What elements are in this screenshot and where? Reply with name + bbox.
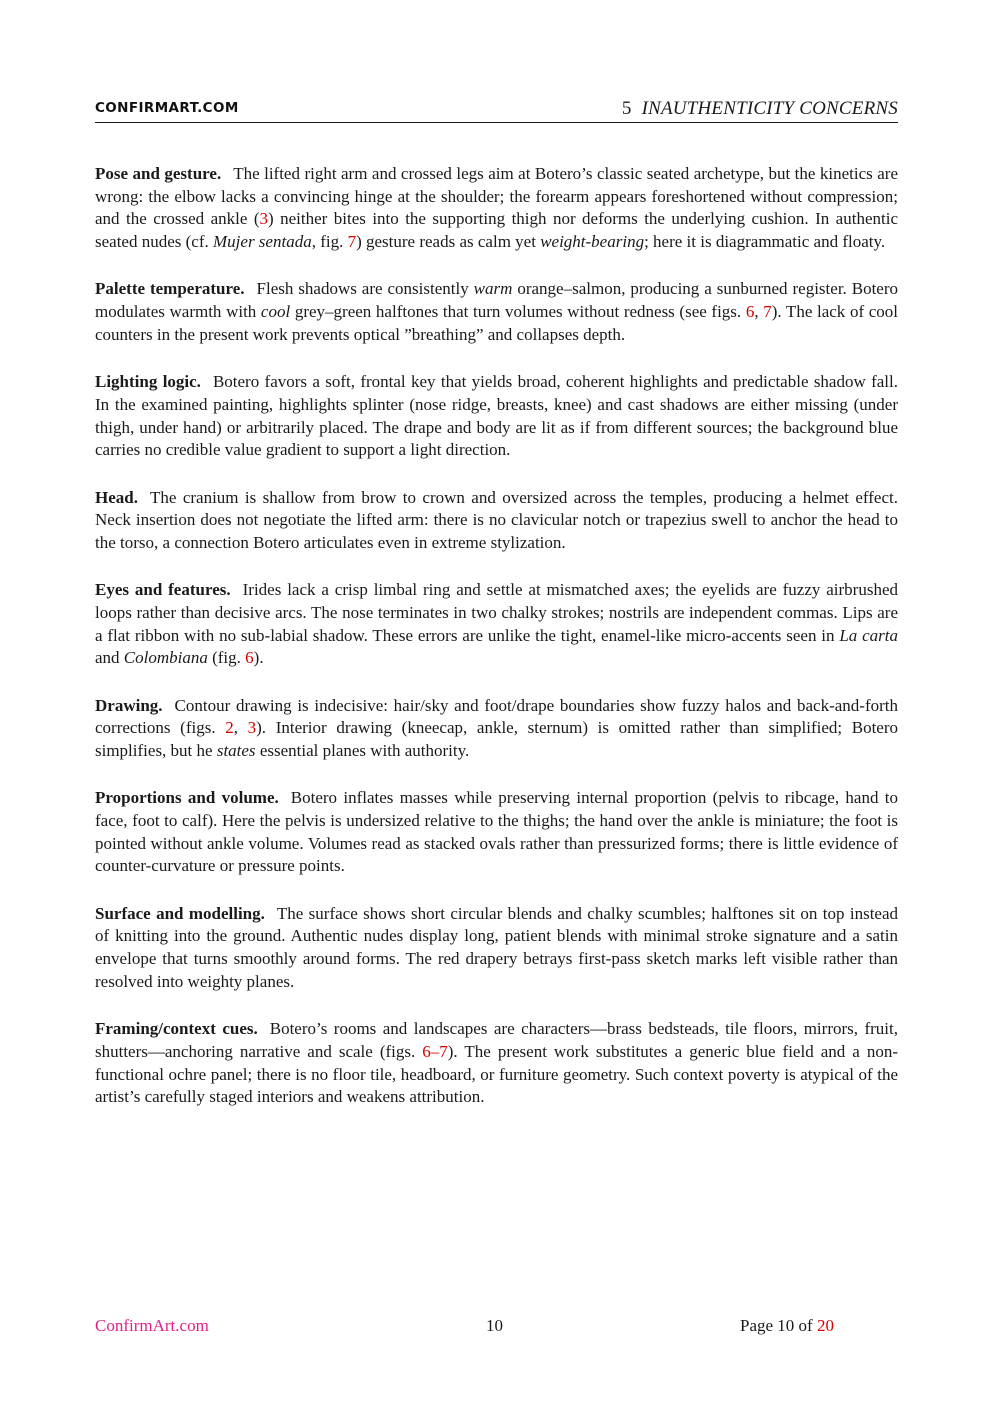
body-text — [95, 163, 898, 1134]
paragraph-text: (fig. — [207, 648, 246, 668]
section-title: INAUTHENTICITY CONCERNS — [641, 98, 898, 119]
paragraph-text: essential planes with authority. — [255, 741, 470, 761]
paragraph-text: Botero favors a soft, frontal key that yields broad, coherent highlights and predictable shadow fall. In the examined painting, highlights splinter (nose ridge, breasts, knee) and cast shadows are either missing (under thigh, under hand) or arbitrarily placed. The drape and body are lit as if from different sources; the background blue carries no credible value gradient to support a light direction. — [95, 372, 898, 460]
paragraph-text: Botero inflates masses while preserving internal proportion (pelvis to ribcage, hand to face, foot to calf). Here the pelvis is undersized relative to the thighs; the hand over the ankle is miniature; the foot is pointed without ankle volume. Volumes read as stacked ovals rather than pressurized forms; there is little evidence of counter-curvature or pressure points. — [95, 788, 898, 876]
paragraph-pose — [95, 163, 898, 254]
emphasized-text: cool — [260, 302, 291, 322]
footer-page-count — [740, 1316, 834, 1336]
paragraph-text: ) gesture reads as calm yet — [356, 232, 541, 252]
paragraph-surface — [95, 903, 898, 994]
paragraph-text: The surface shows short circular blends and chalky scumbles; halftones sit on top instead of knitting into the ground. Authentic nudes display long, patient blends with minimal stroke signature and a satin envelope that turns smoothly around forms. The red drapery betrays first-pass sketch marks left visible rather than resolved into weighty planes. — [95, 903, 899, 991]
paragraph-text: and — [95, 648, 124, 668]
paragraph-title: Palette temperature. — [95, 279, 245, 299]
paragraph-title: Proportions and volume. — [95, 788, 279, 808]
figure-reference-link[interactable]: 7 — [763, 302, 772, 322]
running-header — [95, 98, 898, 123]
paragraph-text: , — [233, 718, 248, 738]
paragraph-text: Flesh shadows are consistently — [256, 279, 474, 299]
paragraph-drawing — [95, 695, 898, 763]
emphasized-text: La carta — [839, 625, 898, 645]
paragraph-title: Drawing. — [95, 695, 163, 715]
emphasized-text: Colombiana — [123, 648, 208, 668]
paragraph-text: ). The lack of cool counters in the present work prevents optical ”breathing” and collapses depth. — [95, 302, 899, 344]
paragraph-text: Irides lack a crisp limbal ring and settle at mismatched axes; the eyelids are fuzzy airbrushed loops rather than decisive arcs. The nose terminates in two chalky strokes; nostrils are independent commas. Lips are a flat ribbon with no sub-labial shadow. These errors are unlike the tight, enamel-like micro-accents seen in — [95, 580, 899, 645]
paragraph-text: , — [754, 302, 764, 322]
paragraph-title: Pose and gesture. — [95, 164, 222, 183]
figure-reference-link[interactable]: 6 — [245, 648, 254, 668]
paragraph-text: The cranium is shallow from brow to crown and oversized across the temples, producing a helmet effect. Neck insertion does not negotiate the lifted arm: there is no clavicular notch or trapezius swell to anchor the head to the torso, a connection Botero articulates even in extreme stylization. — [95, 487, 898, 552]
figure-reference-link[interactable]: 3 — [259, 209, 269, 229]
site-logo: CONFIRMART.COM — [95, 100, 239, 116]
emphasized-text: warm — [473, 279, 513, 299]
section-number: 5 — [621, 98, 632, 119]
paragraph-palette — [95, 278, 898, 346]
figure-reference-link[interactable]: 7 — [347, 232, 357, 252]
paragraph-text: Botero’s rooms and landscapes are characters—brass bedsteads, tile floors, mirrors, fruit, shutters—anchoring narrative and scale (figs. — [95, 1019, 898, 1061]
paragraph-lighting — [95, 371, 898, 462]
paragraph-text: ) neither bites into the supporting thigh nor deforms the underlying cushion. In authentic seated nudes (cf. — [95, 209, 898, 252]
paragraph-framing — [95, 1018, 898, 1109]
paragraph-text: grey–green halftones that turn volumes without redness (see figs. — [290, 302, 746, 322]
paragraph-text: ; here it is diagrammatic and floaty. — [644, 232, 886, 252]
paragraph-title: Surface and modelling. — [95, 903, 265, 923]
figure-reference-link[interactable]: 6 — [745, 302, 755, 322]
emphasized-text: weight-bearing — [540, 232, 645, 252]
paragraph-text: , fig. — [311, 232, 348, 252]
emphasized-text: states — [216, 741, 256, 761]
paragraph-text: ). The present work substitutes a generic blue field and a non-functional ochre panel; there is no floor tile, headboard, or furniture geometry. Such context poverty is atypical of the artist’s carefully staged interiors and weakens attribution. — [95, 1041, 898, 1107]
page-total-link[interactable]: 20 — [816, 1316, 834, 1335]
paragraph-text: ). — [253, 648, 264, 668]
paragraph-title: Eyes and features. — [95, 580, 231, 600]
page-count-prefix: Page 10 of — [740, 1316, 813, 1335]
paragraph-head — [95, 487, 898, 555]
paragraph-eyes — [95, 579, 898, 670]
emphasized-text: Mujer sentada — [213, 232, 312, 252]
figure-reference-link[interactable]: 3 — [247, 718, 257, 738]
page-footer — [95, 1316, 898, 1340]
paragraph-text: Contour drawing is indecisive: hair/sky and foot/drape boundaries show fuzzy halos and back-and-forth corrections (figs. — [95, 695, 898, 738]
footer-page-number: 10 — [486, 1316, 503, 1335]
paragraph-text: The lifted right arm and crossed legs aim at Botero’s classic seated archetype, but the kinetics are wrong: the elbow lacks a convincing hinge at the shoulder; the forearm appears foreshortened without compression; and the crossed ankle ( — [95, 164, 898, 229]
footer-site-link[interactable]: ConfirmArt.com — [95, 1316, 209, 1335]
figure-reference-link[interactable]: 2 — [225, 718, 234, 738]
paragraph-title: Framing/context cues. — [95, 1019, 258, 1039]
paragraph-text: orange–salmon, producing a sunburned register. Botero modulates warmth with — [95, 279, 898, 322]
paragraph-text: ). Interior drawing (kneecap, ankle, sternum) is omitted rather than simplified; Botero simplifies, but he — [95, 718, 899, 761]
paragraph-title: Head. — [95, 487, 138, 507]
section-heading — [622, 98, 898, 120]
paragraph-proportions — [95, 787, 898, 878]
paragraph-title: Lighting logic. — [95, 372, 201, 392]
figure-reference-link[interactable]: 6–7 — [422, 1041, 448, 1061]
